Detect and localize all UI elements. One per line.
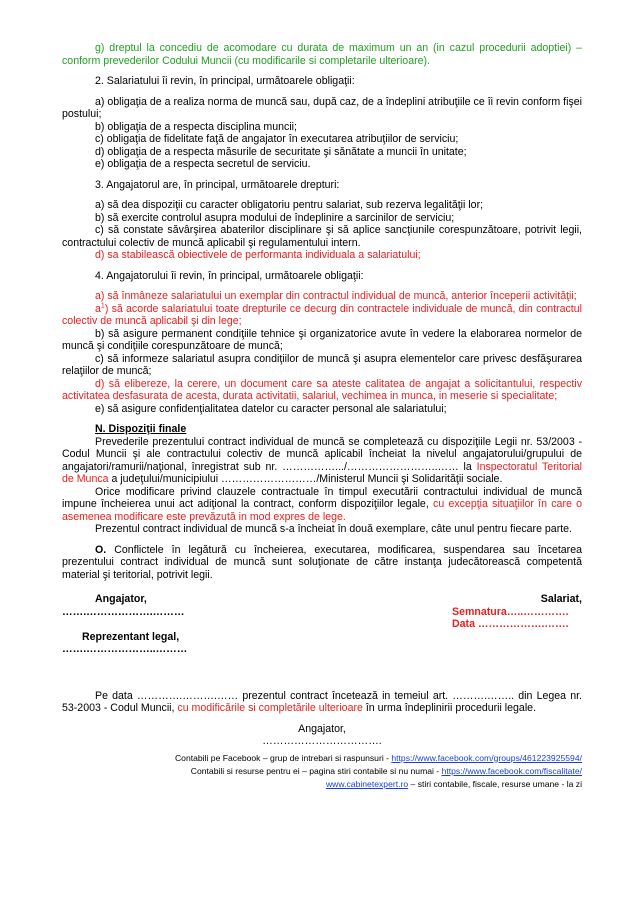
section-4-title: 4. Angajatorului îi revin, în principal, următoarele obligaţii: — [95, 269, 364, 282]
s4-item-c: c) să informeze salariatul asupra condiţiilor de muncă şi asupra elementelor care privesc desfăşurarea relaţiilor de muncă; — [62, 352, 582, 377]
section-o: O. Conflictele în legătură cu încheierea, executarea, modificarea, suspendarea sau încetarea prezentului contract individual de muncă sunt soluţionate de către instanţa judecătorească competentă material şi teritorial, potrivit legii. — [62, 543, 582, 581]
s2-item-e: e) obligaţia de a respecta secretul de serviciu. — [95, 158, 311, 170]
end-employer-dots: ……………………………. — [262, 735, 382, 747]
document-page — [62, 42, 582, 791]
footer-line-1: Contabili pe Facebook – grup de intrebari si raspunsuri - https://www.facebook.com/groups/461223925594/ — [174, 752, 582, 763]
signature-row — [62, 593, 582, 631]
section-2-title: 2. Salariatului îi revin, în principal, următoarele obligaţii: — [95, 75, 355, 87]
footer-line-2: Contabili si resurse pentru ei – pagina stiri contabile si nu numai - https://www.facebook.com/fiscalitate/ — [190, 765, 582, 776]
s4-item-e: e) să asigure confidenţialitatea datelor cu caracter personal ale salariatului; — [95, 402, 447, 415]
paragraph-g: g) dreptul la concediu de acomodare cu durata de maximum un an (in cazul procedurii adoptiei) – conform prevederilor Codului Muncii (cu modificarile si completarile ulterioare). — [62, 42, 582, 67]
legal-rep-dots: …….………………..……… — [62, 643, 188, 655]
section-n-title: N. Dispoziţii finale — [95, 423, 187, 435]
s4-item-b: b) să asigure permanent condiţiile tehnice şi organizatorice avute în vedere la elaborarea normelor de muncă şi condiţiile corespunzătoare de muncă; — [62, 327, 582, 352]
footer-line-3: www.cabinetexpert.ro – stiri contabile, fiscale, resurse umane - la zi — [325, 778, 582, 789]
s4-item-d: d) să elibereze, la cerere, un document care sa ateste calitatea de angajat a solicitantului, respectiv activitatea desfasurata de acesta, durata activitatii, salariul, vechimea in munca, in meserie si specialitate; — [62, 377, 582, 402]
s4-item-a1: $a^1$) să acorde salariatului toate drepturile ce decurg din contractele individuale de muncă, din contractul colectiv de muncă aplicabil şi din lege; — [62, 301, 582, 327]
employee-signature-block — [452, 593, 582, 631]
facebook-page-link[interactable]: https://www.facebook.com/fiscalitate/ — [441, 765, 582, 776]
facebook-group-link[interactable]: https://www.facebook.com/groups/461223925594/ — [391, 752, 582, 763]
section-3-title: 3. Angajatorul are, în principal, următoarele drepturi: — [95, 178, 340, 191]
s2-item-a: a) obligaţia de a realiza norma de muncă sau, după caz, de a îndeplini atribuţiile ce îi revin conform fişei postului; — [62, 95, 582, 120]
s3-item-a: a) să dea dispoziţii cu caracter obligatoriu pentru salariat, sub rezerva legalităţii lor; — [95, 199, 484, 211]
termination-paragraph: Pe data ………….……….…… prezentul contract încetează in temeiul art. ……….…….. din Legea nr. 53-2003 - Codul Muncii, cu modificările si completările ulterioare în urma îndeplinirii procedurii legale. — [62, 689, 582, 714]
website-link[interactable]: www.cabinetexpert.ro — [325, 778, 409, 789]
footer — [62, 752, 582, 791]
employee-signature-field: Semnatura…..…………. — [452, 605, 569, 618]
s2-item-d: d) obligaţia de a respecta măsurile de securitate şi sănătate a muncii în unitate; — [95, 145, 467, 158]
n-paragraph-3: Prezentul contract individual de muncă s-a încheiat în două exemplare, câte unul pentru fiecare parte. — [95, 523, 572, 535]
s3-item-c: c) să constate săvârşirea abaterilor disciplinare şi să aplice sancţiunile corespunzătoare, potrivit legii, contractului colectiv de muncă aplicabil şi regulamentului intern. — [62, 224, 582, 249]
end-employer-label: Angajator, — [298, 722, 346, 735]
employer-signature-block — [62, 593, 184, 631]
legal-rep-label: Reprezentant legal, — [82, 630, 180, 643]
employee-label: Salariat, — [540, 593, 582, 605]
s2-item-c: c) obligaţia de fidelitate faţă de angajator în executarea atribuţiilor de serviciu; — [95, 133, 459, 145]
n-paragraph-1: Prevederile prezentului contract individual de muncă se completează cu dispoziţiile Legii nr. 53/2003 - Codul Muncii şi ale contractului colectiv de muncă aplicabil încheiat la nivelul angajatorului/grupului de angajatori/ramurii/naţional, înregistrat sub nr. …………….../……………………..…… la Inspectoratul Teritorial de Munca a judeţului/municipiului ………………………/Ministerul Muncii şi Solidarităţii sociale. — [62, 435, 582, 485]
s3-item-b: b) să exercite controlul asupra modului de îndeplinire a sarcinilor de serviciu; — [95, 211, 455, 224]
n-paragraph-2: Orice modificare privind clauzele contractuale în timpul executării contractului individual de muncă impune încheierea unui act adiţional la contract, conform dispoziţiilor legale, cu excepţia situaţiilor în care o asemenea modificare este prevăzută in mod expres de lege. — [62, 485, 583, 523]
employee-date-field: Data ……………….……. — [452, 618, 569, 630]
s3-item-d: d) sa stabilească obiectivele de performanta individuala a salariatului; — [95, 249, 421, 261]
s4-item-a: a) să înmâneze salariatului un exemplar din contractul individual de muncă, anterior începerii activităţii; — [95, 290, 577, 302]
s2-item-b: b) obligaţia de a respecta disciplina muncii; — [95, 120, 297, 133]
employer-label: Angajator, — [95, 593, 147, 605]
employer-dots: …….……………….……… — [62, 605, 185, 618]
